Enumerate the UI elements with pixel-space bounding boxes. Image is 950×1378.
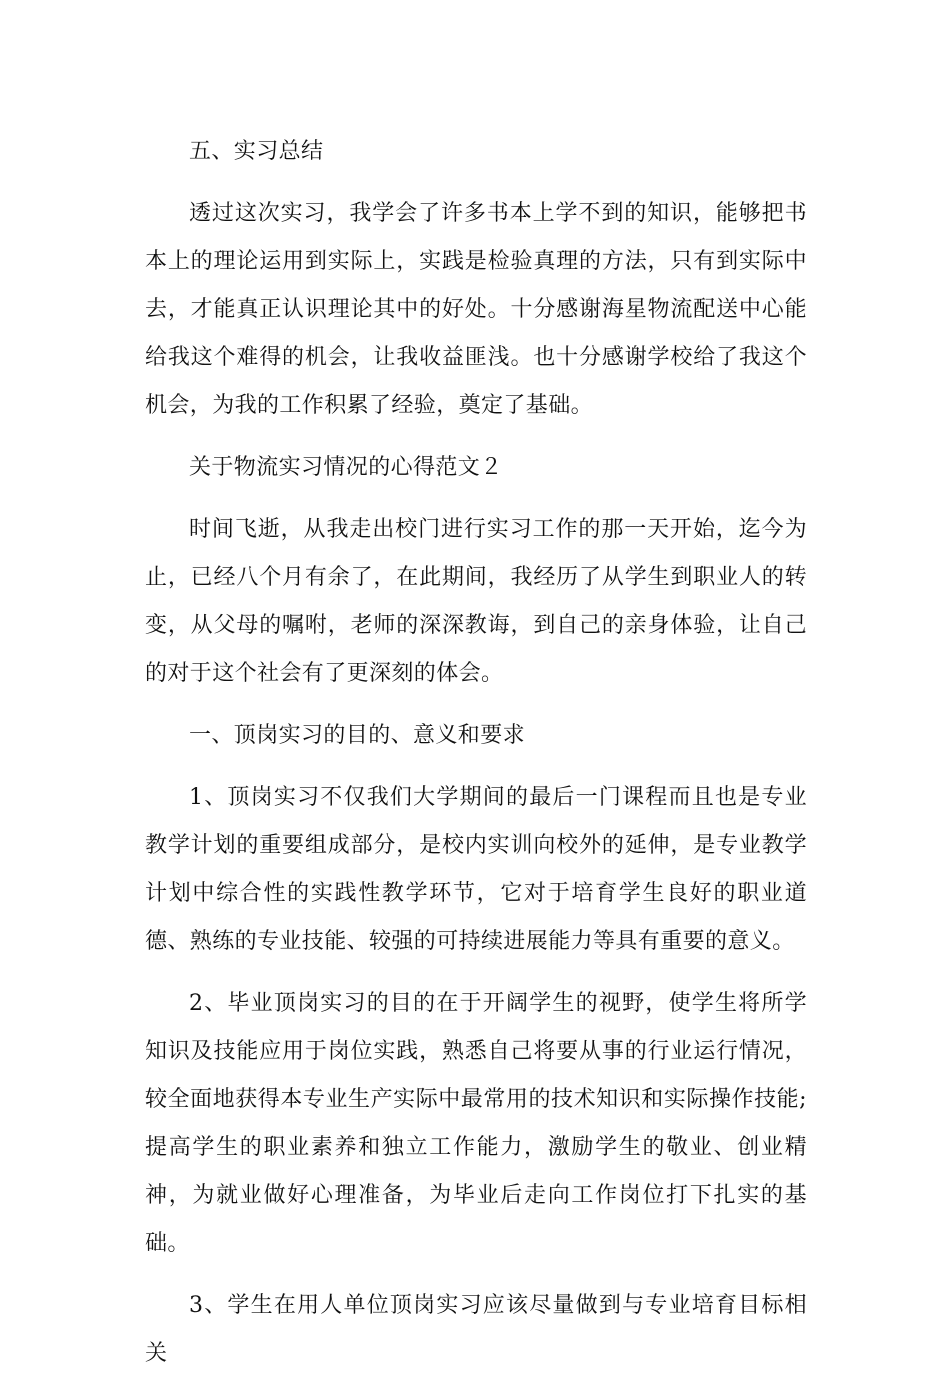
- item2-paragraph: 2、毕业顶岗实习的目的在于开阔学生的视野，使学生将所学知识及技能应用于岗位实践，熟悉自己将要从事的行业运行情况，较全面地获得本专业生产实际中最常用的技术知识和实际操作技能;提高学生的职业素养和独立工作能力，激励学生的敬业、创业精神，为就业做好心理准备，为毕业后走向工作岗位打下扎实的基础。: [145, 991, 807, 1256]
- section5-paragraph: 透过这次实习，我学会了许多书本上学不到的知识，能够把书本上的理论运用到实际上，实践是检验真理的方法，只有到实际中去，才能真正认识理论其中的好处。十分感谢海星物流配送中心能给我这个难得的机会，让我收益匪浅。也十分感谢学校给了我这个机会，为我的工作积累了经验，奠定了基础。: [145, 201, 807, 418]
- section1-heading: 一、顶岗实习的目的、意义和要求: [189, 723, 526, 748]
- section5-heading: 五、实习总结: [189, 139, 324, 164]
- item3-paragraph: 3、学生在用人单位顶岗实习应该尽量做到与专业培育目标相关: [145, 1293, 807, 1366]
- item1-paragraph: 1、顶岗实习不仅我们大学期间的最后一门课程而且也是专业教学计划的重要组成部分，是校内实训向校外的延伸，是专业教学计划中综合性的实践性教学环节，它对于培育学生良好的职业道德、熟练的专业技能、较强的可持续进展能力等具有重要的意义。: [145, 785, 807, 954]
- document-body: [145, 128, 807, 1378]
- essay2-intro-paragraph: 时间飞逝，从我走出校门进行实习工作的那一天开始，迄今为止，已经八个月有余了，在此期间，我经历了从学生到职业人的转变，从父母的嘱咐，老师的深深教诲，到自己的亲身体验，让自己的对于这个社会有了更深刻的体会。: [145, 517, 807, 686]
- essay2-title: 关于物流实习情况的心得范文２: [189, 455, 503, 480]
